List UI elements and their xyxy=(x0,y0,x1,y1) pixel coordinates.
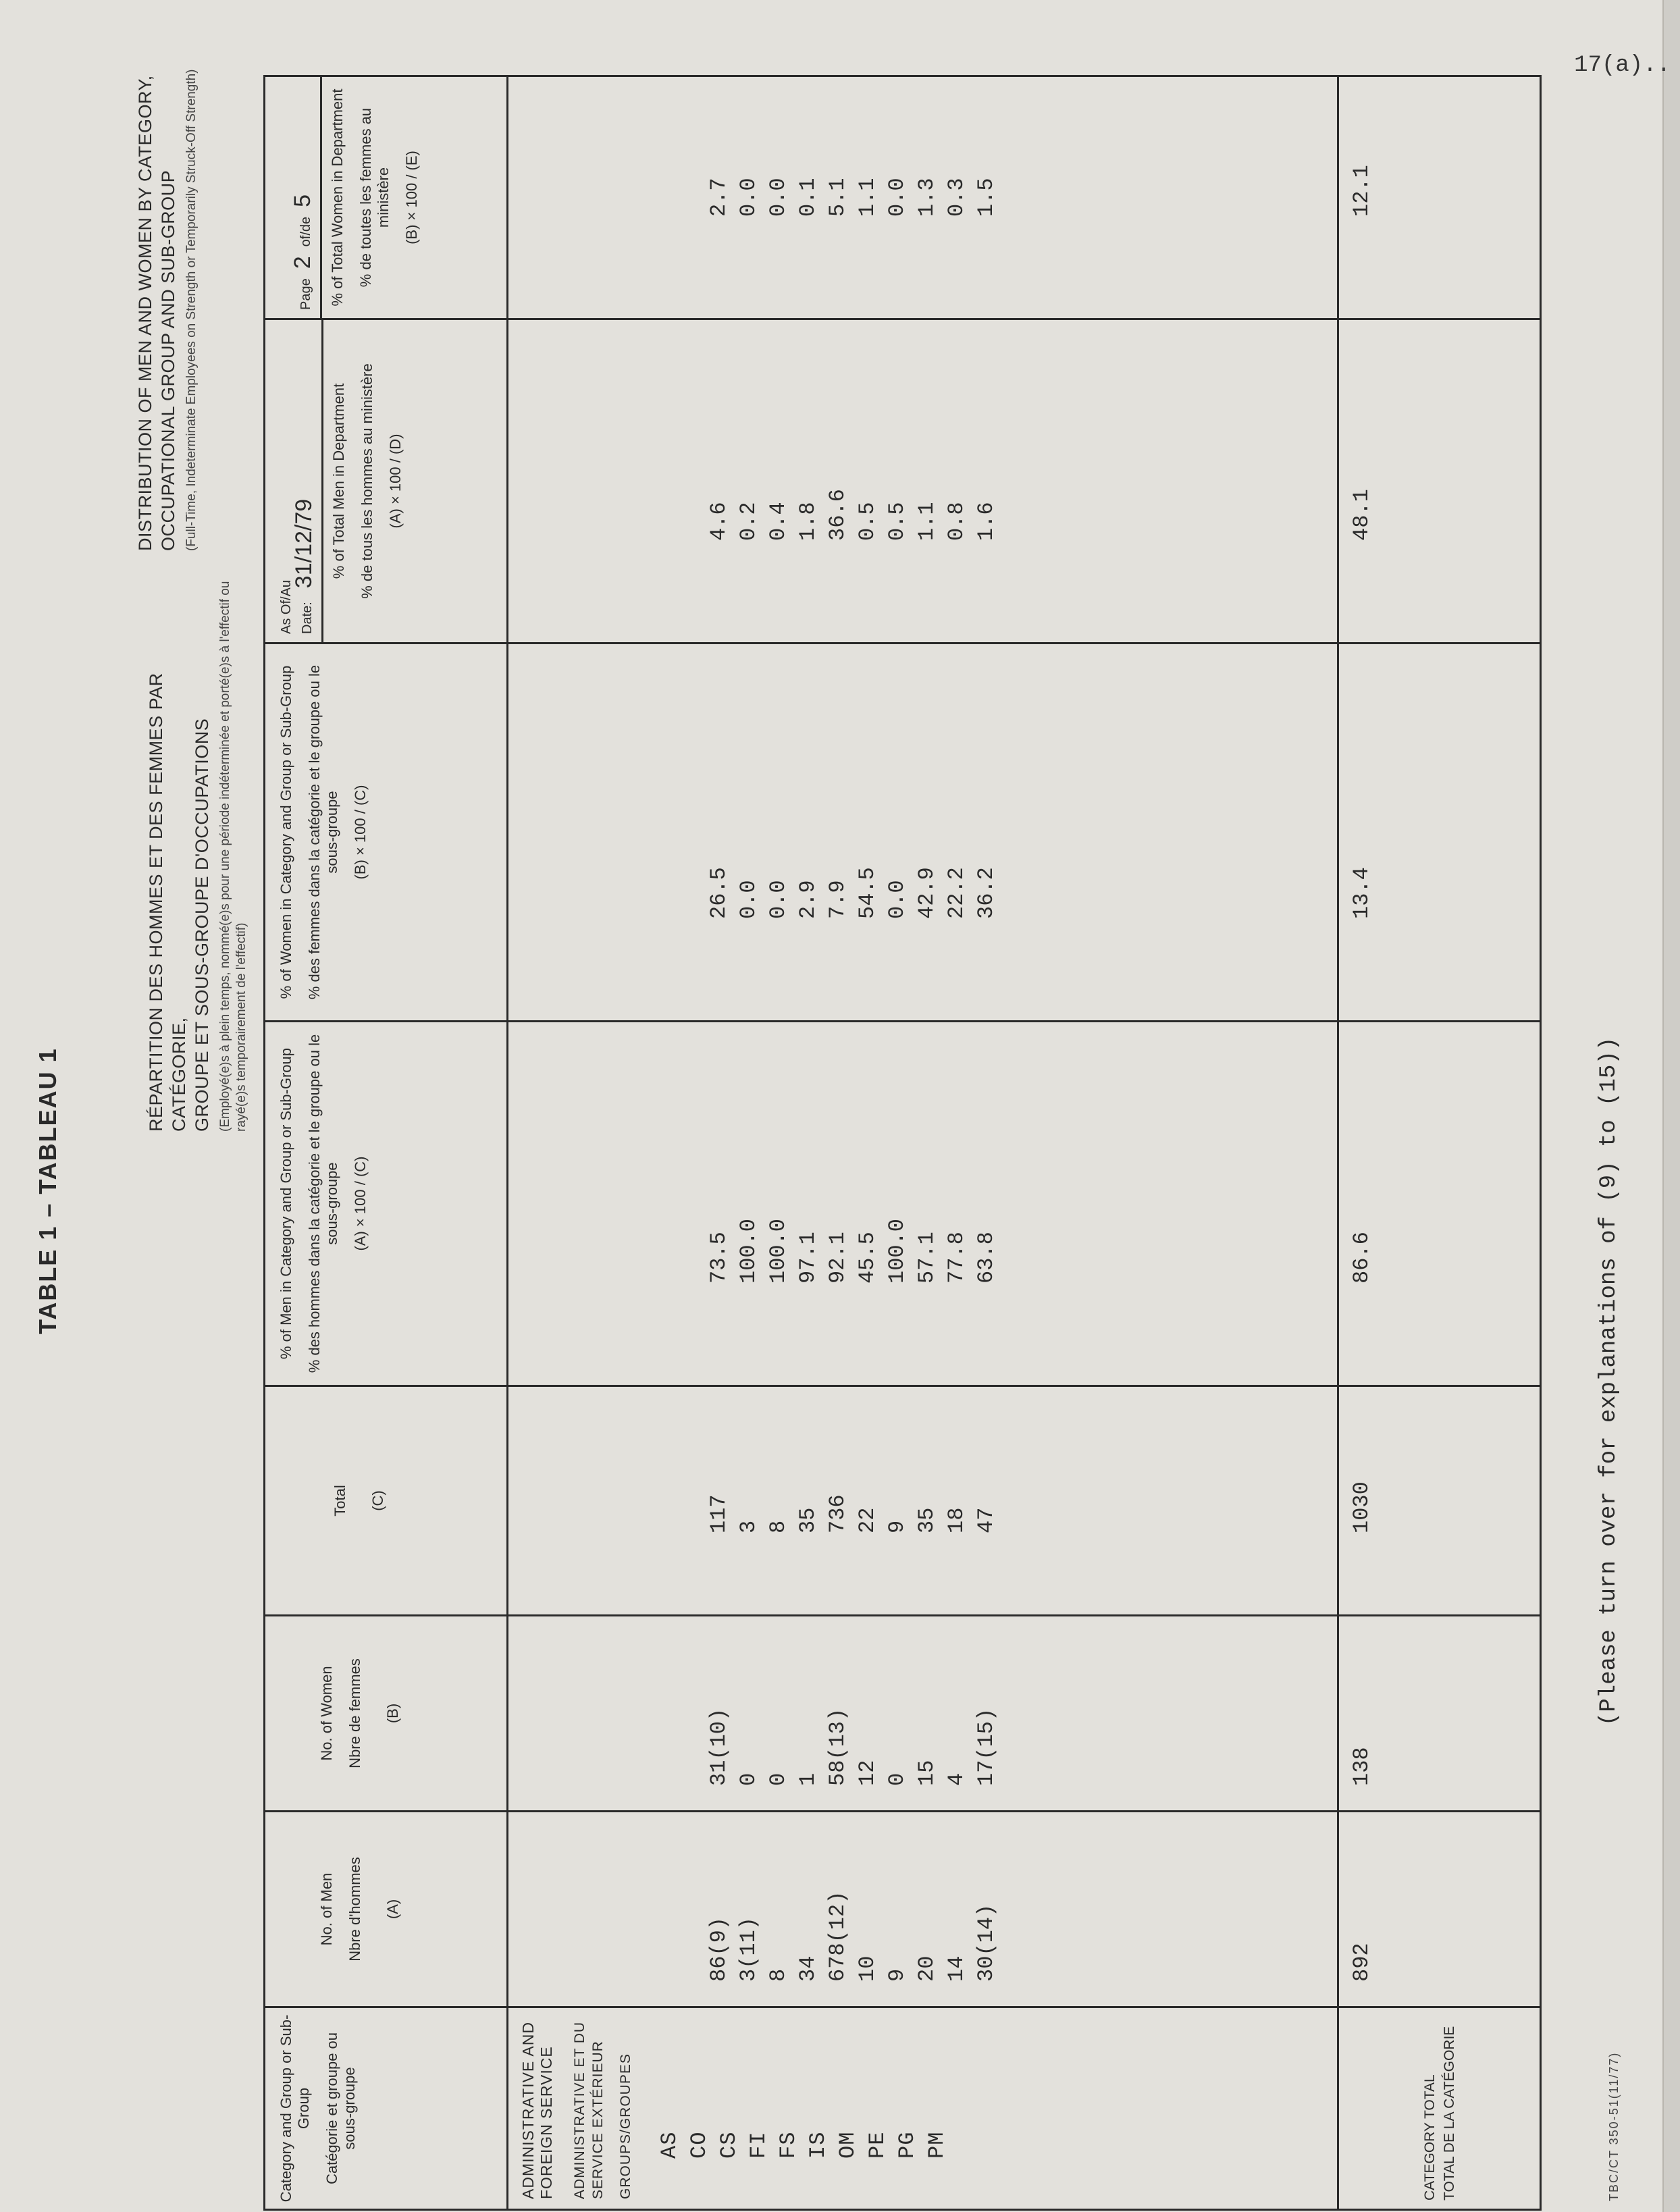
men-count: 678(12) xyxy=(825,1891,850,1982)
pct-men-category-column xyxy=(508,1022,1338,1386)
header-men-en: No. of Men xyxy=(318,1872,335,1946)
pct-men-department: 4.6 xyxy=(706,502,731,541)
header-pct-men-dept-en: % of Total Men in Department xyxy=(330,383,347,579)
pct-men-category: 97.1 xyxy=(795,1232,820,1284)
women-count: 0 xyxy=(736,1772,761,1786)
data-row-block xyxy=(508,76,1338,2210)
total-count: 35 xyxy=(914,1507,939,1533)
page-current: 2 xyxy=(290,256,315,269)
men-count: 30(14) xyxy=(974,1903,999,1982)
header-pct-men-dept-fr: % de tous les hommes au ministère xyxy=(359,363,375,599)
pct-men-category: 45.5 xyxy=(855,1232,880,1284)
page-de: de xyxy=(298,216,313,232)
total-count: 8 xyxy=(766,1520,791,1533)
pct-women-category: 26.5 xyxy=(706,867,731,919)
header-category-fr: Catégorie et groupe ou sous-groupe xyxy=(323,2032,358,2185)
header-pct-men-category xyxy=(265,1022,508,1386)
pct-women-department: 2.7 xyxy=(706,178,731,217)
pct-women-department: 0.0 xyxy=(885,178,910,217)
total-count: 9 xyxy=(885,1520,910,1533)
men-count: 9 xyxy=(885,1968,910,1982)
pct-women-category: 7.9 xyxy=(825,880,850,919)
groups-label: GROUPS/GROUPES xyxy=(618,2053,633,2199)
pct-men-category: 73.5 xyxy=(706,1232,731,1284)
pct-men-category: 100.0 xyxy=(766,1218,791,1284)
pct-women-department: 0.0 xyxy=(766,178,791,217)
header-pct-men-cat-formula: (A) × 100 / (C) xyxy=(352,1156,369,1251)
pct-women-department: 0.3 xyxy=(944,178,969,217)
women-count: 31(10) xyxy=(706,1708,731,1786)
total-women: 138 xyxy=(1338,1616,1541,1812)
pct-women-department: 1.1 xyxy=(855,178,880,217)
pct-men-department: 0.4 xyxy=(766,502,791,541)
form-code: TBC/CT 350-51(11/77) xyxy=(1607,2051,1621,2201)
pct-women-category: 2.9 xyxy=(795,880,820,919)
men-count: 20 xyxy=(914,1955,939,1982)
pct-men-category: 92.1 xyxy=(825,1232,850,1284)
women-count: 17(15) xyxy=(974,1708,999,1786)
turnover-note: (Please turn over for explanations of (9) to (15)) xyxy=(1596,1036,1622,1726)
total-all: 1030 xyxy=(1338,1386,1541,1616)
women-count: 58(13) xyxy=(825,1708,850,1786)
pct-women-category: 0.0 xyxy=(736,880,761,919)
total-count: 3 xyxy=(736,1520,761,1533)
title-en-line1: DISTRIBUTION OF MEN AND WOMEN BY CATEGORY, xyxy=(135,75,155,551)
category-name-en: ADMINISTRATIVE AND FOREIGN SERVICE xyxy=(519,2022,555,2199)
pct-men-department-column xyxy=(508,319,1338,643)
group-code: FS xyxy=(776,2131,801,2159)
header-pct-women-category xyxy=(265,643,508,1022)
header-pct-men-dept-formula: (A) × 100 / (D) xyxy=(387,433,404,529)
pct-men-department: 36.6 xyxy=(825,489,850,541)
page-label: Page xyxy=(298,278,313,310)
pct-men-category: 57.1 xyxy=(914,1232,939,1284)
category-name-fr: ADMINISTRATIVE ET DU SERVICE EXTÉRIEUR xyxy=(572,2021,606,2199)
header-pct-men-department xyxy=(265,319,508,643)
header-pct-women-cat-fr: % des femmes dans la catégorie et le groupe ou le sous-groupe xyxy=(306,664,340,1000)
total-pct-women-department: 12.1 xyxy=(1338,76,1541,319)
women-count: 0 xyxy=(885,1772,910,1786)
title-en-line2: OCCUPATIONAL GROUP AND SUB-GROUP xyxy=(158,169,178,551)
total-column xyxy=(508,1386,1338,1616)
group-code: FI xyxy=(746,2131,771,2159)
header-women-code: (B) xyxy=(384,1703,401,1724)
date-field xyxy=(291,325,317,637)
pct-men-department: 0.5 xyxy=(855,502,880,541)
pct-women-category: 0.0 xyxy=(885,880,910,919)
group-codes-column xyxy=(655,2015,952,2199)
men-count: 86(9) xyxy=(706,1916,731,1982)
pct-men-department: 1.6 xyxy=(974,502,999,541)
pct-women-department-column xyxy=(508,76,1338,319)
women-count: 15 xyxy=(914,1760,939,1786)
women-count: 4 xyxy=(944,1772,969,1786)
men-count: 34 xyxy=(795,1955,820,1982)
total-count: 47 xyxy=(974,1507,999,1533)
group-code: PM xyxy=(924,2131,949,2159)
group-code: CO xyxy=(687,2131,712,2159)
women-column xyxy=(508,1616,1338,1812)
group-code: OM xyxy=(835,2131,860,2159)
pct-men-category: 100.0 xyxy=(885,1218,910,1284)
page-of: of xyxy=(298,235,313,247)
men-count: 10 xyxy=(855,1955,880,1982)
date-label: Date: xyxy=(300,602,315,634)
header-men-fr: Nbre d'hommes xyxy=(346,1857,363,1961)
header-women-fr: Nbre de femmes xyxy=(346,1658,363,1768)
pct-men-category: 63.8 xyxy=(974,1232,999,1284)
header-category-en: Category and Group or Sub-Group xyxy=(278,2014,312,2203)
total-count: 117 xyxy=(706,1494,731,1533)
header-pct-women-dept-en: % of Total Women in Department xyxy=(329,88,346,307)
pct-women-category: 42.9 xyxy=(914,867,939,919)
women-count: 1 xyxy=(795,1772,820,1786)
total-men: 892 xyxy=(1338,1812,1541,2007)
pct-women-department: 1.5 xyxy=(974,178,999,217)
men-count: 8 xyxy=(766,1968,791,1982)
header-category xyxy=(265,2007,508,2210)
pct-women-department: 1.3 xyxy=(914,178,939,217)
pct-men-department: 0.8 xyxy=(944,502,969,541)
pct-women-department: 0.1 xyxy=(795,178,820,217)
group-code: PE xyxy=(865,2131,890,2159)
group-code: IS xyxy=(806,2131,831,2159)
title-english xyxy=(134,38,200,551)
header-pct-women-dept-fr: % de toutes les femmes au ministère xyxy=(357,107,392,288)
total-count: 736 xyxy=(825,1494,850,1533)
total-pct-men-category: 86.6 xyxy=(1338,1022,1541,1386)
men-count: 14 xyxy=(944,1955,969,1982)
header-row xyxy=(265,76,508,2210)
pct-men-category: 77.8 xyxy=(944,1232,969,1284)
title-en-note: (Full-Time, Indeterminate Employees on Strength or Temporarily Struck-Off Strength) xyxy=(184,69,199,551)
page-total: 5 xyxy=(290,194,315,207)
pct-men-department: 1.8 xyxy=(795,502,820,541)
pct-men-department: 1.1 xyxy=(914,502,939,541)
distribution-table xyxy=(263,75,1542,2211)
total-pct-men-department: 48.1 xyxy=(1338,319,1541,643)
group-code: PG xyxy=(895,2131,920,2159)
as-of-label: As Of/Au xyxy=(279,579,294,634)
page-indicator: Page2of/de5 xyxy=(290,194,315,310)
pct-men-department: 0.5 xyxy=(885,502,910,541)
men-count: 3(11) xyxy=(736,1916,761,1982)
pct-women-department: 0.0 xyxy=(736,178,761,217)
pct-women-category: 0.0 xyxy=(766,880,791,919)
group-code: CS xyxy=(716,2131,741,2159)
header-pct-women-cat-en: % of Women in Category and Group or Sub-Group xyxy=(278,665,294,999)
total-count: 22 xyxy=(855,1507,880,1533)
pct-women-category: 36.2 xyxy=(974,867,999,919)
women-count: 12 xyxy=(855,1760,880,1786)
category-total-label xyxy=(1338,2007,1541,2210)
pct-men-category: 100.0 xyxy=(736,1218,761,1284)
category-cell xyxy=(508,2007,1338,2210)
header-pct-men-cat-fr: % des hommes dans la catégorie et le groupe ou le sous-groupe xyxy=(306,1034,340,1373)
header-pct-women-cat-formula: (B) × 100 / (C) xyxy=(352,785,369,880)
title-fr-line2: GROUPE ET SOUS-GROUPE D'OCCUPATIONS xyxy=(192,718,212,1132)
header-men-code: (A) xyxy=(384,1899,401,1920)
header-women xyxy=(265,1616,508,1812)
category-total-row xyxy=(1338,76,1541,2210)
header-women-en: No. of Women xyxy=(318,1666,335,1761)
pct-women-department: 5.1 xyxy=(825,178,850,217)
pct-women-category-column xyxy=(508,643,1338,1022)
pct-men-department: 0.2 xyxy=(736,502,761,541)
group-code: AS xyxy=(657,2131,682,2159)
header-total xyxy=(265,1386,508,1616)
total-count: 35 xyxy=(795,1507,820,1533)
pct-women-category: 54.5 xyxy=(855,867,880,919)
header-pct-women-dept-formula: (B) × 100 / (E) xyxy=(403,151,420,244)
title-fr-note: (Employé(e)s à plein temps, nommé(e)s pour une période indéterminée et porté(e)s à l'effectif ou rayé(e)s temporairement de l'effectif) xyxy=(218,581,248,1132)
total-pct-women-category: 13.4 xyxy=(1338,643,1541,1022)
page-number: 17(a).. xyxy=(1574,53,1671,78)
header-pct-men-cat-en: % of Men in Category and Group or Sub-Group xyxy=(278,1047,294,1360)
total-label-fr: TOTAL DE LA CATÉGORIE xyxy=(1441,2026,1457,2201)
table-label: TABLE 1 – TABLEAU 1 xyxy=(34,1047,61,1334)
title-fr-line1: RÉPARTITION DES HOMMES ET DES FEMMES PAR CATÉGORIE, xyxy=(146,673,189,1132)
women-count: 0 xyxy=(766,1772,791,1786)
header-men xyxy=(265,1812,508,2007)
title-french xyxy=(145,578,250,1132)
header-total-code: (C) xyxy=(369,1490,386,1511)
cell-divider xyxy=(321,320,323,642)
total-label-en: CATEGORY TOTAL xyxy=(1421,2074,1438,2201)
header-total-en: Total xyxy=(332,1485,348,1517)
men-column xyxy=(508,1812,1338,2007)
total-count: 18 xyxy=(944,1507,969,1533)
date-value: 31/12/79 xyxy=(291,498,317,589)
pct-women-category: 22.2 xyxy=(944,867,969,919)
header-pct-women-department xyxy=(265,76,508,319)
cell-divider xyxy=(320,77,322,318)
